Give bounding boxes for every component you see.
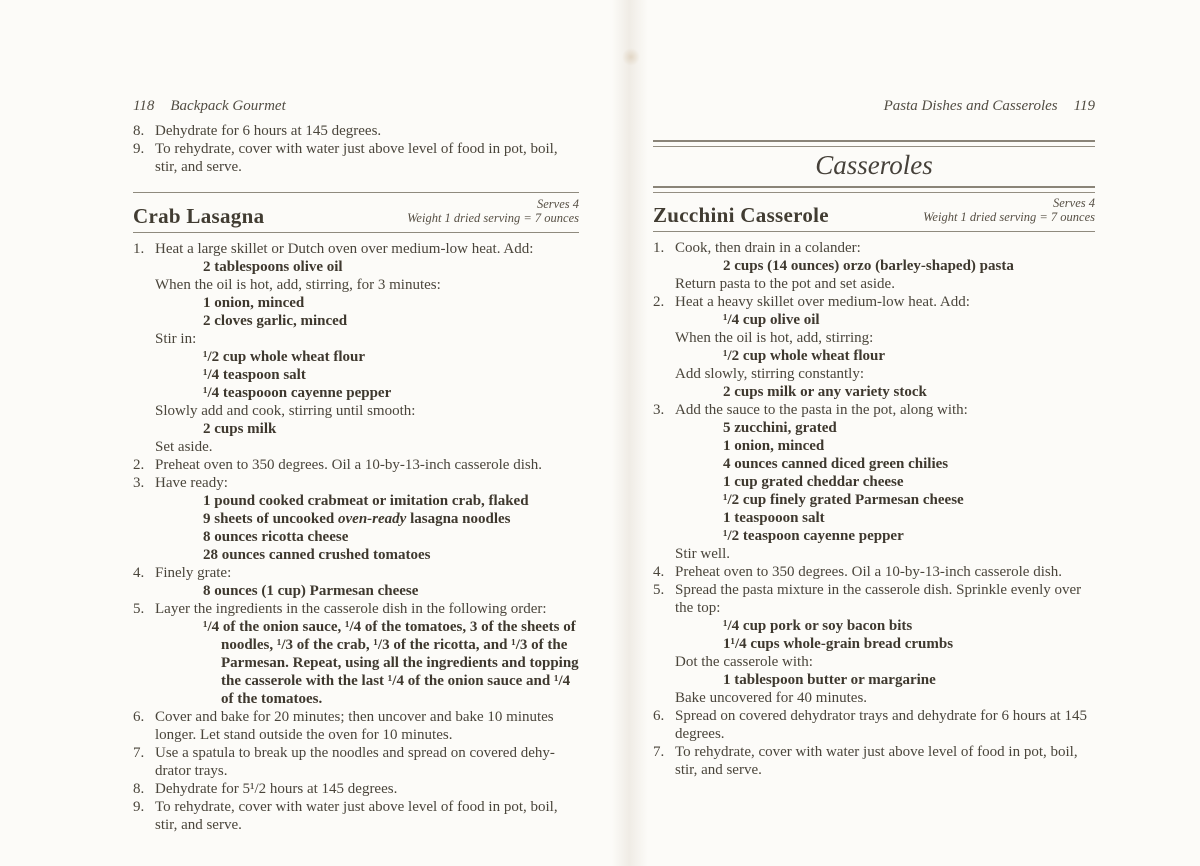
ingredient-line: 4 ounces canned diced green chilies (723, 456, 949, 472)
recipe-step (133, 798, 579, 834)
ingredient-line: 2 tablespoons olive oil (203, 259, 343, 275)
ingredient-line: 1¹/4 cups whole-grain bread crumbs (723, 636, 954, 652)
ingredient-line: 2 cups milk or any variety stock (723, 384, 927, 400)
recipe-step (653, 239, 1095, 293)
ingredient-line: 8 ounces (1 cup) Parmesan cheese (203, 583, 419, 599)
step-text: Stir in: (155, 331, 197, 347)
page-gutter-mark (622, 48, 640, 66)
weight-label: Weight 1 dried serving = 7 ounces (407, 211, 579, 225)
step-text: Heat a heavy skillet over medium-low heat. Add: (675, 294, 970, 310)
banner-rule-bottom (653, 186, 1095, 193)
step-text: Bake uncovered for 40 minutes. (675, 690, 868, 706)
page-number: 119 (1073, 98, 1095, 114)
recipe-step (133, 780, 579, 798)
recipe-step (653, 581, 1095, 707)
ingredient-line: ¹/2 cup whole wheat flour (203, 349, 365, 365)
step-number: 7. (653, 744, 665, 760)
section-title: Pasta Dishes and Casseroles (883, 98, 1058, 114)
section-banner-title: Casseroles (815, 150, 933, 180)
recipe-step (133, 456, 579, 474)
recipe-step (133, 240, 579, 456)
page-gutter-shadow (612, 0, 648, 866)
ingredient-line: 28 ounces canned crushed tomatoes (203, 547, 431, 563)
recipe-step (653, 401, 1095, 563)
step-text: When the oil is hot, add, stirring, for 3 minutes: (155, 277, 441, 293)
step-number: 2. (653, 294, 665, 310)
step-text: To rehydrate, cover with water just above level of food in pot, boil, stir, and serve. (155, 141, 558, 175)
step-text: Use a spatula to break up the noodles and spread on covered dehydrator trays. (155, 745, 555, 779)
page-number: 118 (133, 98, 155, 114)
running-header-left (133, 97, 579, 115)
ingredient-line: ¹/2 cup finely grated Parmesan cheese (723, 492, 964, 508)
step-text: Dehydrate for 5¹/2 hours at 145 degrees. (155, 781, 398, 797)
step-text: Dot the casserole with: (675, 654, 813, 670)
step-text: To rehydrate, cover with water just above level of food in pot, boil, stir, and serve. (675, 744, 1078, 778)
step-text: Spread the pasta mixture in the casserole dish. Sprinkle evenly over the top: (675, 582, 1082, 616)
step-number: 6. (653, 708, 665, 724)
step-text: Cook, then drain in a colander: (675, 240, 861, 256)
step-number: 2. (133, 457, 145, 473)
step-text: Layer the ingredients in the casserole dish in the following order: (155, 601, 547, 617)
step-text: When the oil is hot, add, stirring: (675, 330, 874, 346)
recipe-steps-crab-lasagna (133, 240, 579, 834)
ingredient-line: 1 cup grated cheddar cheese (723, 474, 904, 490)
recipe-title: Zucchini Casserole (653, 203, 829, 227)
step-text: To rehydrate, cover with water just above level of food in pot, boil, stir, and serve. (155, 799, 558, 833)
step-text: Spread on covered dehydrator trays and dehydrate for 6 hours at 145 degrees. (675, 708, 1087, 742)
ingredient-line: 1 teaspooon salt (723, 510, 825, 526)
book-title: Backpack Gourmet (170, 98, 286, 114)
ingredient-line: 5 zucchini, grated (723, 420, 837, 436)
ingredient-line: ¹/4 teaspoon salt (203, 367, 306, 383)
ingredient-line: ¹/2 teaspoon cayenne pepper (723, 528, 904, 544)
step-number: 9. (133, 799, 145, 815)
ingredient-line: 9 sheets of uncooked oven-ready lasagna noodles (203, 511, 511, 527)
ingredient-line: 2 cloves garlic, minced (203, 313, 348, 329)
step-number: 8. (133, 781, 145, 797)
recipe-steps-zucchini-casserole (653, 239, 1095, 779)
recipe-step (133, 600, 579, 708)
serving-info (923, 196, 1095, 224)
step-number: 6. (133, 709, 145, 725)
page-118 (133, 97, 579, 834)
step-number: 1. (133, 241, 145, 257)
step-text: Return pasta to the pot and set aside. (675, 276, 895, 292)
recipe-step (653, 563, 1095, 581)
serves-label: Serves 4 (1053, 196, 1095, 210)
recipe-title: Crab Lasagna (133, 204, 265, 228)
recipe-step (133, 122, 579, 140)
step-number: 9. (133, 141, 145, 157)
ingredient-line: 1 onion, minced (203, 295, 305, 311)
recipe-step (653, 707, 1095, 743)
recipe-header-crab-lasagna (133, 192, 579, 233)
step-number: 1. (653, 240, 665, 256)
ingredient-line: 1 tablespoon butter or margarine (723, 672, 936, 688)
ingredient-line: 1 pound cooked crabmeat or imitation crab, flaked (203, 493, 529, 509)
ingredient-line: ¹/4 cup pork or soy bacon bits (723, 618, 913, 634)
ingredient-line: ¹/4 teaspooon cayenne pepper (203, 385, 392, 401)
recipe-step (653, 743, 1095, 779)
step-text: Heat a large skillet or Dutch oven over medium-low heat. Add: (155, 241, 534, 257)
recipe-step (133, 708, 579, 744)
step-number: 8. (133, 123, 145, 139)
step-number: 3. (653, 402, 665, 418)
running-header-right (653, 97, 1095, 115)
step-text: Set aside. (155, 439, 213, 455)
recipe-step (133, 744, 579, 780)
ingredient-line: 2 cups milk (203, 421, 277, 437)
recipe-step (133, 474, 579, 564)
page-119 (653, 97, 1095, 779)
ingredient-line: ¹/4 cup olive oil (723, 312, 820, 328)
step-text: Cover and bake for 20 minutes; then uncover and bake 10 minutes longer. Let stand outside the oven for 10 minutes. (155, 709, 554, 743)
step-number: 3. (133, 475, 145, 491)
recipe-step (653, 293, 1095, 401)
step-text: Add slowly, stirring constantly: (675, 366, 865, 382)
step-text: Have ready: (155, 475, 228, 491)
recipe-step (133, 564, 579, 600)
recipe-step (133, 140, 579, 176)
step-text: Slowly add and cook, stirring until smooth: (155, 403, 416, 419)
ingredient-line: ¹/2 cup whole wheat flour (723, 348, 885, 364)
step-text: Stir well. (675, 546, 730, 562)
section-banner (653, 140, 1095, 193)
step-text: Preheat oven to 350 degrees. Oil a 10-by-13-inch casserole dish. (155, 457, 542, 473)
ingredient-line: 2 cups (14 ounces) orzo (barley-shaped) pasta (723, 258, 1014, 274)
step-text: Preheat oven to 350 degrees. Oil a 10-by-13-inch casserole dish. (675, 564, 1062, 580)
step-text: Finely grate: (155, 565, 232, 581)
step-number: 5. (133, 601, 145, 617)
step-text: Add the sauce to the pasta in the pot, along with: (675, 402, 968, 418)
step-number: 4. (653, 564, 665, 580)
ingredient-line: 8 ounces ricotta cheese (203, 529, 349, 545)
intro-steps (133, 122, 579, 176)
weight-label: Weight 1 dried serving = 7 ounces (923, 210, 1095, 224)
serving-info (407, 197, 579, 225)
serves-label: Serves 4 (537, 197, 579, 211)
banner-rule-top (653, 140, 1095, 147)
step-number: 5. (653, 582, 665, 598)
step-text: Dehydrate for 6 hours at 145 degrees. (155, 123, 382, 139)
ingredient-line: 1 onion, minced (723, 438, 825, 454)
ingredient-line: ¹/4 of the onion sauce, ¹/4 of the tomatoes, 3 of the sheets of noodles, ¹/3 of the crab, ¹/3 of the ricotta, and ¹/3 of the Parmesan. Repeat, using all the ingredients and topping the casserole with the last ¹/4 of the onion sauce and ¹/4 of the tomatoes. (203, 619, 579, 707)
step-number: 7. (133, 745, 145, 761)
step-number: 4. (133, 565, 145, 581)
recipe-header-zucchini-casserole (653, 193, 1095, 232)
